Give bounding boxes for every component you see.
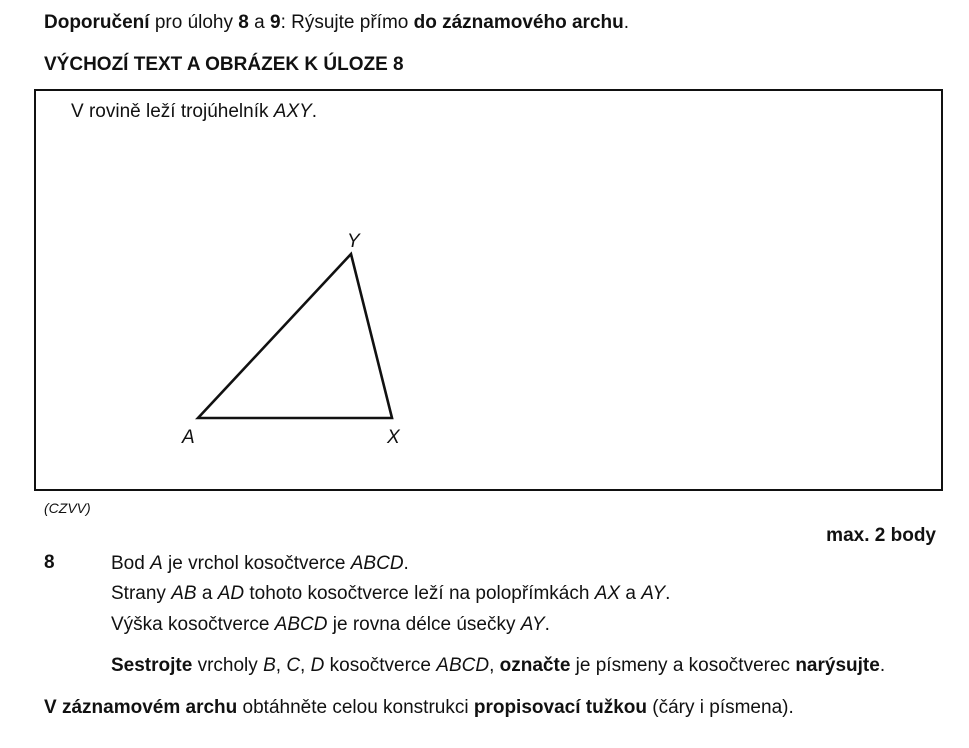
vertex-label-a: A bbox=[182, 427, 195, 448]
vertex-label-y: Y bbox=[347, 231, 360, 252]
box-intro-text: V rovině leží trojúhelník AXY. bbox=[71, 101, 318, 122]
source-label: (CZVV) bbox=[44, 500, 91, 516]
triangle-figure bbox=[36, 91, 941, 489]
footer-instruction: V záznamovém archu obtáhněte celou konstrukci propisovací tužkou (čáry i písmena). bbox=[44, 697, 794, 718]
task-number: 8 bbox=[44, 552, 55, 573]
max-points: max. 2 body bbox=[826, 525, 936, 546]
figure-box bbox=[34, 89, 943, 491]
section-title: VÝCHOZÍ TEXT A OBRÁZEK K ÚLOZE 8 bbox=[44, 54, 404, 75]
triangle-axy bbox=[198, 254, 392, 418]
task-line-3: Výška kosočtverce ABCD je rovna délce úsečky AY. bbox=[111, 614, 550, 635]
vertex-label-x: X bbox=[387, 427, 400, 448]
recommendation-line: Doporučení pro úlohy 8 a 9: Rýsujte přímo do záznamového archu. bbox=[44, 12, 630, 33]
task-line-2: Strany AB a AD tohoto kosočtverce leží na polopřímkách AX a AY. bbox=[111, 583, 671, 604]
task-line-1: Bod A je vrchol kosočtverce ABCD. bbox=[111, 553, 409, 574]
task-line-4: Sestrojte vrcholy B, C, D kosočtverce ABCD, označte je písmeny a kosočtverec narýsujte. bbox=[111, 655, 886, 676]
recommendation-lead: Doporučení bbox=[44, 12, 150, 33]
